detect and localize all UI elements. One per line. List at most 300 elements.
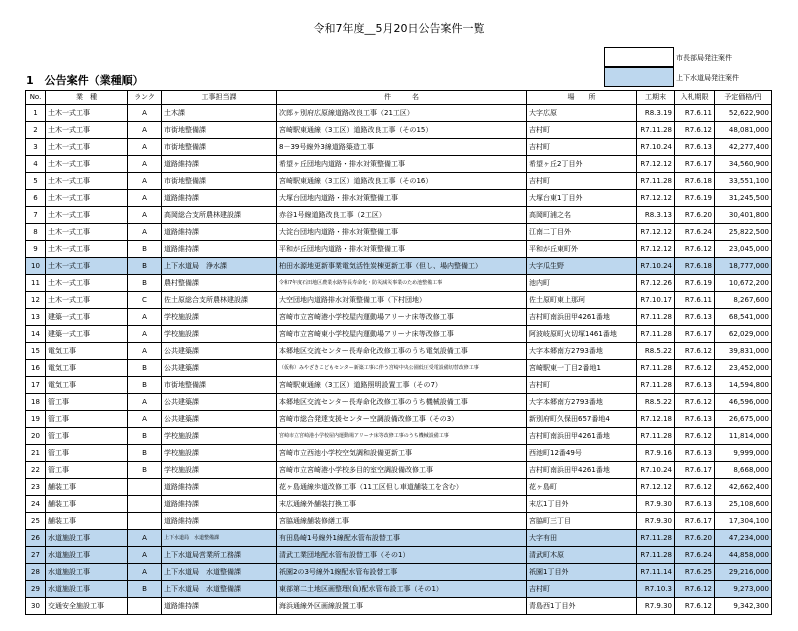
col-header-type: 業 種 [46,91,128,105]
table-row [26,411,772,428]
row-name: 東部第二土地区画整理(負)配水管布設工事（その1） [277,581,527,598]
col-header-rank: ランク [128,91,162,105]
col-header-price: 予定価格/円 [715,91,772,105]
table-row [26,224,772,241]
row-end: R8.3.19 [637,105,675,122]
row-dept: 学校施設課 [162,326,277,343]
row-rank: B [128,445,162,462]
legend-water-label: 上下水道局発注案件 [676,74,739,82]
row-name: 末広通線外舗装打換工事 [277,496,527,513]
row-type: 水道施設工事 [46,530,128,547]
row-name: 次郎ヶ別府広原線道路改良工事（21工区） [277,105,527,122]
row-dept: 学校施設課 [162,462,277,479]
row-name: 令和7年度石田地区農業水路等長寿命化・防災減災事業のため池整備工事 [277,275,527,292]
row-type: 電気工事 [46,377,128,394]
row-dept: 道路維持課 [162,598,277,615]
row-name: 宮崎市総合発達支援センター空調設備改修工事（その3） [277,411,527,428]
row-price: 44,858,000 [715,547,772,564]
table-row [26,122,772,139]
row-price: 31,245,500 [715,190,772,207]
row-deadline: R7.6.17 [675,513,715,530]
row-rank: B [128,462,162,479]
row-price: 46,596,000 [715,394,772,411]
row-deadline: R7.6.19 [675,190,715,207]
row-end: R7.11.28 [637,547,675,564]
row-no: 2 [26,122,46,139]
row-end: R7.12.12 [637,241,675,258]
row-type: 土木一式工事 [46,122,128,139]
row-place: 吉村町南浜田甲4261番地 [527,428,637,445]
row-deadline: R7.6.12 [675,241,715,258]
row-end: R7.10.17 [637,292,675,309]
row-rank: B [128,241,162,258]
table-row [26,462,772,479]
table-row [26,275,772,292]
legend-city-label: 市長部局発注案件 [676,54,732,62]
row-dept: 道路維持課 [162,513,277,530]
row-place: 吉村町南浜田甲4261番地 [527,309,637,326]
row-type: 管工事 [46,411,128,428]
row-place: 祇園1丁目外 [527,564,637,581]
row-dept: 上下水道局 水道整備課 [162,581,277,598]
row-deadline: R7.6.12 [675,122,715,139]
row-end: R7.11.14 [637,564,675,581]
row-rank [128,513,162,530]
row-deadline: R7.6.13 [675,377,715,394]
row-type: 交通安全施設工事 [46,598,128,615]
table-row [26,292,772,309]
table-row [26,428,772,445]
row-deadline: R7.6.18 [675,173,715,190]
row-type: 土木一式工事 [46,173,128,190]
row-deadline: R7.6.19 [675,275,715,292]
row-price: 33,551,100 [715,173,772,190]
row-rank [128,598,162,615]
row-end: R7.12.12 [637,190,675,207]
row-rank: A [128,190,162,207]
row-deadline: R7.6.13 [675,411,715,428]
row-deadline: R7.6.11 [675,292,715,309]
row-price: 9,273,000 [715,581,772,598]
row-dept: 公共建築課 [162,394,277,411]
row-dept: 公共建築課 [162,343,277,360]
row-price: 11,814,000 [715,428,772,445]
row-dept: 公共建築課 [162,411,277,428]
row-deadline: R7.6.13 [675,445,715,462]
row-type: 土木一式工事 [46,156,128,173]
row-deadline: R7.6.17 [675,156,715,173]
row-dept: 市街地整備課 [162,122,277,139]
row-end: R8.5.22 [637,343,675,360]
row-price: 34,560,900 [715,156,772,173]
row-rank: B [128,258,162,275]
row-place: 大字本郷南方2793番地 [527,343,637,360]
row-price: 14,594,800 [715,377,772,394]
row-type: 土木一式工事 [46,190,128,207]
row-place: 高岡町浦之名 [527,207,637,224]
col-header-name: 件 名 [277,91,527,105]
row-place: 池内町 [527,275,637,292]
col-header-end: 工期末 [637,91,675,105]
row-place: 大塚台東1丁目外 [527,190,637,207]
table-row [26,207,772,224]
table-row [26,530,772,547]
row-end: R7.10.24 [637,139,675,156]
row-rank: A [128,547,162,564]
row-name: 宮崎市立宮崎東小学校屋内運動場アリーナ床等改修工事 [277,326,527,343]
row-end: R7.11.28 [637,309,675,326]
row-name: 平和が丘団地内道路・排水対策整備工事 [277,241,527,258]
legend-city-swatch [604,47,674,67]
row-name: 大淀台団地内道路・排水対策整備工事 [277,224,527,241]
row-dept: 土木課 [162,105,277,122]
row-no: 7 [26,207,46,224]
row-deadline: R7.6.20 [675,530,715,547]
row-no: 1 [26,105,46,122]
row-place: 大字有田 [527,530,637,547]
table-row [26,479,772,496]
row-no: 25 [26,513,46,530]
table-row [26,156,772,173]
row-name: 希望ヶ丘団地内道路・排水対策整備工事 [277,156,527,173]
row-place: 阿波岐原町火切塚1461番地 [527,326,637,343]
row-dept: 上下水道局 水道整備課 [162,530,277,547]
row-no: 20 [26,428,46,445]
row-name: 花ヶ島通線歩道改修工事（11工区但し車道舗装工を含む） [277,479,527,496]
table-row [26,377,772,394]
row-rank: A [128,173,162,190]
row-price: 9,342,300 [715,598,772,615]
row-rank: A [128,411,162,428]
row-deadline: R7.6.18 [675,258,715,275]
row-rank: B [128,428,162,445]
row-type: 土木一式工事 [46,258,128,275]
row-deadline: R7.6.12 [675,343,715,360]
row-place: 大字広原 [527,105,637,122]
row-type: 電気工事 [46,360,128,377]
row-name: 8－39号線外3線道路築造工事 [277,139,527,156]
table-row [26,564,772,581]
row-place: 吉村町 [527,122,637,139]
col-header-place: 場 所 [527,91,637,105]
row-rank: B [128,275,162,292]
row-end: R7.9.16 [637,445,675,462]
row-dept: 学校施設課 [162,428,277,445]
row-dept: 学校施設課 [162,445,277,462]
row-place: 西池町12番49号 [527,445,637,462]
row-rank: A [128,394,162,411]
row-rank: B [128,581,162,598]
row-price: 10,672,200 [715,275,772,292]
row-name: 海浜通線外区画線設置工事 [277,598,527,615]
row-price: 8,668,000 [715,462,772,479]
row-no: 12 [26,292,46,309]
row-dept: 公共建築課 [162,360,277,377]
row-place: 佐土原町東上那珂 [527,292,637,309]
row-name: 有田島崎1号線外1線配水管布設替工事 [277,530,527,547]
col-header-deadline: 入札期限 [675,91,715,105]
row-place: 江南二丁目外 [527,224,637,241]
row-no: 9 [26,241,46,258]
row-name: 祇園2の3号線外1線配水管布設替工事 [277,564,527,581]
legend-water-swatch [604,67,674,87]
row-no: 24 [26,496,46,513]
row-end: R7.11.28 [637,360,675,377]
row-place: 青島西1丁目外 [527,598,637,615]
row-price: 29,216,000 [715,564,772,581]
row-no: 14 [26,326,46,343]
row-name: 宮脇通線舗装修繕工事 [277,513,527,530]
row-name: 宮崎市立宮崎港小学校屋内運動場アリーナ床等改修工事のうち機械設備工事 [277,428,527,445]
row-deadline: R7.6.12 [675,581,715,598]
row-place: 大字瓜生野 [527,258,637,275]
row-no: 11 [26,275,46,292]
row-dept: 市街地整備課 [162,139,277,156]
row-end: R7.12.12 [637,224,675,241]
row-type: 電気工事 [46,343,128,360]
row-place: 吉村町 [527,377,637,394]
row-name: 大塚台団地内道路・排水対策整備工事 [277,190,527,207]
row-name: 宮崎駅東通線（3工区）道路照明設置工事（その7） [277,377,527,394]
row-place: 吉村町 [527,173,637,190]
row-deadline: R7.6.17 [675,462,715,479]
row-end: R7.9.30 [637,598,675,615]
row-deadline: R7.6.12 [675,360,715,377]
row-place: 希望ヶ丘2丁目外 [527,156,637,173]
row-dept: 農村整備課 [162,275,277,292]
table-row [26,445,772,462]
table-row [26,241,772,258]
row-price: 62,029,000 [715,326,772,343]
row-deadline: R7.6.12 [675,428,715,445]
row-type: 建築一式工事 [46,309,128,326]
row-rank [128,479,162,496]
row-type: 建築一式工事 [46,326,128,343]
row-name: 赤谷1号線道路改良工事（2工区） [277,207,527,224]
row-rank: A [128,122,162,139]
row-rank: A [128,224,162,241]
row-deadline: R7.6.24 [675,224,715,241]
row-place: 吉村町 [527,581,637,598]
row-end: R7.12.26 [637,275,675,292]
row-place: 宮崎駅東一丁目2番地1 [527,360,637,377]
table-row [26,173,772,190]
row-end: R7.12.12 [637,156,675,173]
row-name: 大空団地内道路排水対策整備工事（下村団地） [277,292,527,309]
row-no: 8 [26,224,46,241]
row-dept: 道路維持課 [162,156,277,173]
row-no: 15 [26,343,46,360]
row-type: 水道施設工事 [46,547,128,564]
row-no: 30 [26,598,46,615]
row-type: 管工事 [46,462,128,479]
table-row [26,394,772,411]
row-no: 10 [26,258,46,275]
row-rank: A [128,105,162,122]
row-rank: B [128,360,162,377]
row-no: 13 [26,309,46,326]
row-end: R7.11.28 [637,122,675,139]
row-price: 9,999,000 [715,445,772,462]
row-no: 19 [26,411,46,428]
row-price: 30,401,800 [715,207,772,224]
row-dept: 道路維持課 [162,479,277,496]
row-dept: 道路維持課 [162,190,277,207]
table-row [26,105,772,122]
row-place: 平和が丘東町外 [527,241,637,258]
row-rank: C [128,292,162,309]
row-price: 17,304,100 [715,513,772,530]
row-place: 新別府町久保田657番地4 [527,411,637,428]
row-no: 27 [26,547,46,564]
row-type: 水道施設工事 [46,581,128,598]
row-dept: 上下水道局 水道整備課 [162,564,277,581]
row-deadline: R7.6.13 [675,139,715,156]
row-price: 25,822,500 [715,224,772,241]
row-type: 土木一式工事 [46,275,128,292]
row-rank: A [128,207,162,224]
row-type: 土木一式工事 [46,292,128,309]
row-dept: 上下水道局 浄水課 [162,258,277,275]
table-row [26,343,772,360]
row-rank: A [128,326,162,343]
table-row [26,598,772,615]
row-place: 宮脇町三丁目 [527,513,637,530]
row-price: 42,277,400 [715,139,772,156]
row-price: 48,081,000 [715,122,772,139]
row-end: R7.11.28 [637,173,675,190]
row-no: 28 [26,564,46,581]
row-no: 5 [26,173,46,190]
row-price: 39,831,000 [715,343,772,360]
row-dept: 上下水道局営業所工務課 [162,547,277,564]
row-rank: A [128,343,162,360]
row-deadline: R7.6.24 [675,547,715,564]
row-rank: B [128,377,162,394]
row-price: 18,777,000 [715,258,772,275]
row-price: 68,541,000 [715,309,772,326]
row-deadline: R7.6.12 [675,394,715,411]
row-price: 23,045,000 [715,241,772,258]
row-name: （仮称）みやざきこどもセンター新築工事に伴う宮崎中央公園低圧受電設備切替改修工事 [277,360,527,377]
row-no: 18 [26,394,46,411]
row-name: 柏田水源地更新事業電気活性炭棟更新工事（但し、場内整備工） [277,258,527,275]
page-title: 令和7年度__5月20日公告案件一覧 [313,22,485,35]
row-type: 土木一式工事 [46,241,128,258]
row-no: 26 [26,530,46,547]
row-name: 宮崎駅東通線（3工区）道路改良工事（その16） [277,173,527,190]
row-end: R7.10.24 [637,258,675,275]
table-row [26,139,772,156]
row-type: 舗装工事 [46,496,128,513]
row-rank: A [128,139,162,156]
table-row [26,496,772,513]
row-dept: 市街地整備課 [162,377,277,394]
row-dept: 佐土原総合支所農林建設課 [162,292,277,309]
row-price: 23,452,000 [715,360,772,377]
row-deadline: R7.6.12 [675,598,715,615]
row-price: 42,662,400 [715,479,772,496]
col-header-dept: 工事担当課 [162,91,277,105]
row-dept: 道路維持課 [162,496,277,513]
row-deadline: R7.6.13 [675,309,715,326]
row-price: 8,267,600 [715,292,772,309]
row-deadline: R7.6.12 [675,479,715,496]
row-dept: 道路維持課 [162,224,277,241]
row-type: 土木一式工事 [46,105,128,122]
row-deadline: R7.6.11 [675,105,715,122]
row-no: 29 [26,581,46,598]
row-no: 6 [26,190,46,207]
table-row [26,513,772,530]
section-heading: 1 公告案件（業種順） [26,74,144,87]
row-end: R7.9.30 [637,496,675,513]
row-name: 宮崎市立宮崎港小学校多目的室空調設備改修工事 [277,462,527,479]
row-deadline: R7.6.20 [675,207,715,224]
row-price: 25,108,600 [715,496,772,513]
row-rank: A [128,530,162,547]
row-name: 宮崎市立宮崎港小学校屋内運動場アリーナ床等改修工事 [277,309,527,326]
row-dept: 高岡総合支所農林建設課 [162,207,277,224]
row-type: 舗装工事 [46,479,128,496]
row-name: 本郷地区交流センター長寿命化改修工事のうち機械設備工事 [277,394,527,411]
row-no: 3 [26,139,46,156]
row-end: R7.9.30 [637,513,675,530]
row-dept: 市街地整備課 [162,173,277,190]
row-place: 清武町木原 [527,547,637,564]
row-end: R7.10.3 [637,581,675,598]
row-end: R7.11.28 [637,530,675,547]
row-name: 清武工業団地配水管布設替工事（その1） [277,547,527,564]
row-type: 舗装工事 [46,513,128,530]
row-rank: A [128,156,162,173]
row-name: 本郷地区交流センター長寿命化改修工事のうち電気設備工事 [277,343,527,360]
row-end: R7.10.24 [637,462,675,479]
row-type: 管工事 [46,445,128,462]
row-dept: 道路維持課 [162,241,277,258]
row-rank [128,496,162,513]
row-dept: 学校施設課 [162,309,277,326]
row-end: R7.11.28 [637,377,675,394]
row-price: 47,234,000 [715,530,772,547]
row-deadline: R7.6.17 [675,326,715,343]
row-place: 末広1丁目外 [527,496,637,513]
row-end: R7.11.28 [637,326,675,343]
row-end: R7.12.12 [637,479,675,496]
row-name: 宮崎市立西池小学校空気調和設備更新工事 [277,445,527,462]
row-end: R7.11.28 [637,428,675,445]
row-type: 土木一式工事 [46,224,128,241]
row-no: 21 [26,445,46,462]
row-no: 16 [26,360,46,377]
row-name: 宮崎駅東通線（3工区）道路改良工事（その15） [277,122,527,139]
row-deadline: R7.6.13 [675,496,715,513]
row-rank: A [128,309,162,326]
row-no: 17 [26,377,46,394]
row-place: 吉村町 [527,139,637,156]
table-row [26,190,772,207]
row-type: 管工事 [46,428,128,445]
row-price: 52,622,900 [715,105,772,122]
row-end: R8.5.22 [637,394,675,411]
col-header-no: No. [26,91,46,105]
row-type: 土木一式工事 [46,207,128,224]
row-place: 大字本郷南方2793番地 [527,394,637,411]
row-type: 管工事 [46,394,128,411]
row-end: R7.12.18 [637,411,675,428]
row-no: 23 [26,479,46,496]
row-rank: A [128,564,162,581]
